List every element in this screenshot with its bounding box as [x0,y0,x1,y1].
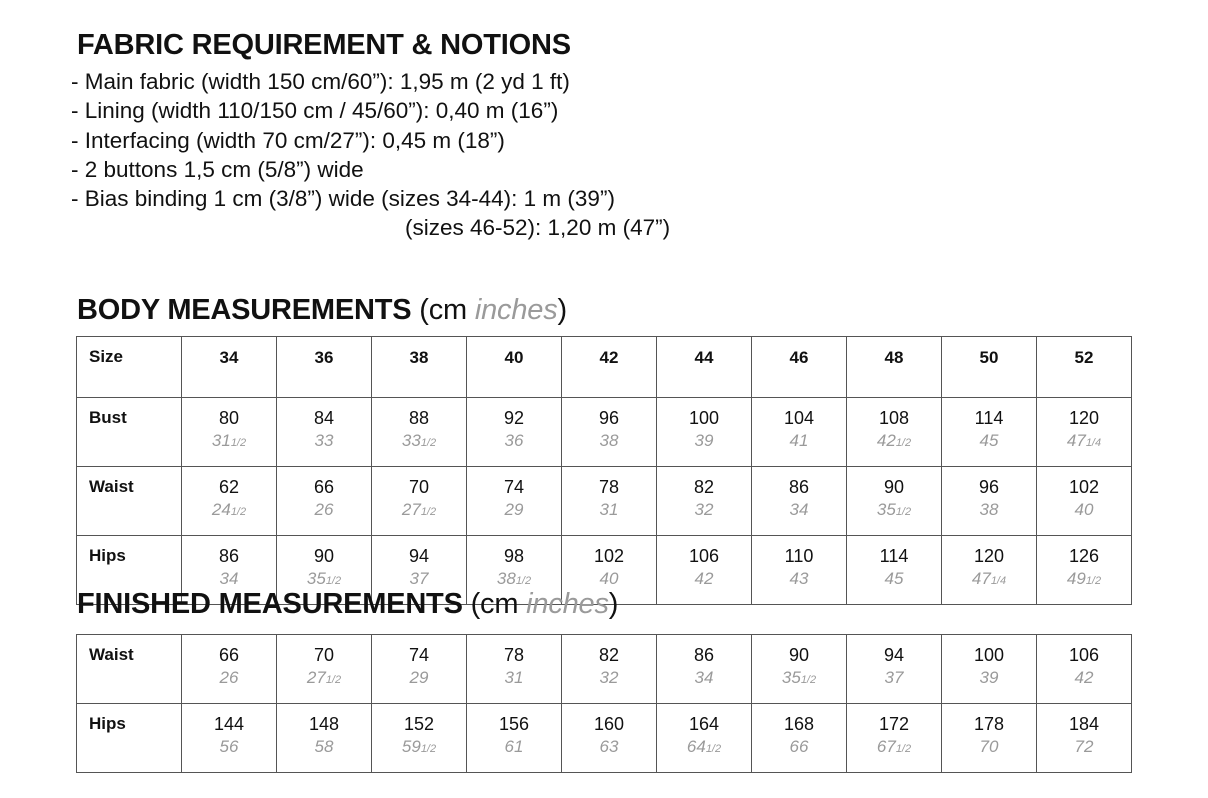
cm-value: 102 [1068,477,1100,497]
cm-value: 106 [688,546,720,566]
inch-whole: 47 [971,568,991,588]
table-row [77,398,1132,467]
measurement-cell [1037,398,1132,467]
inch-value [942,667,1036,688]
cm-value: 74 [408,645,430,665]
inch-value [752,667,846,688]
finished-unit-close: ) [608,588,619,620]
measurement-cell [562,398,657,467]
cm-value: 66 [313,477,335,497]
table-row [77,704,1132,773]
inch-whole: 40 [1074,499,1094,519]
measurement-cell [562,704,657,773]
notion-interfacing: - Interfacing (width 70 cm/27”): 0,45 m (18”) [71,127,505,153]
inch-value [277,667,371,688]
row-label: Waist [77,635,182,704]
inch-value [657,568,751,589]
inch-value [1037,430,1131,451]
inch-value [372,568,466,589]
notions-list [71,67,670,243]
inch-value [277,499,371,520]
inch-whole: 34 [694,667,714,687]
inch-fraction: 1/2 [230,505,247,518]
measurement-cell [182,467,277,536]
cm-value: 104 [783,408,815,428]
inch-whole: 70 [979,736,999,756]
cm-value: 90 [883,477,905,497]
finished-unit-inches: inches [526,588,609,620]
cm-value: 84 [313,408,335,428]
cm-value: 172 [878,714,910,734]
body-measurements-table [76,336,1132,605]
inch-value [277,568,371,589]
measurement-cell [847,398,942,467]
measurement-cell [847,635,942,704]
inch-whole: 37 [884,667,904,687]
inch-value [1037,499,1131,520]
size-value: 34 [182,337,277,398]
size-value: 52 [1037,337,1132,398]
cm-value: 62 [218,477,240,497]
cm-value: 78 [503,645,525,665]
measurement-cell [752,635,847,704]
inch-fraction: 1/2 [515,574,532,587]
inch-fraction: 1/2 [895,505,912,518]
inch-whole: 38 [496,568,516,588]
inch-value [562,736,656,757]
measurement-cell [562,467,657,536]
inch-whole: 31 [211,430,231,450]
cm-value: 96 [978,477,1000,497]
inch-fraction: 1/4 [990,574,1007,587]
inch-value [182,568,276,589]
inch-value [182,430,276,451]
cm-value: 102 [593,546,625,566]
size-value: 40 [467,337,562,398]
cm-value: 90 [313,546,335,566]
inch-whole: 42 [694,568,714,588]
row-label: Hips [77,536,182,605]
measurement-cell [942,467,1037,536]
measurement-cell [277,704,372,773]
inch-whole: 32 [694,499,714,519]
measurement-cell [182,398,277,467]
inch-value [372,499,466,520]
inch-fraction: 1/2 [1085,574,1102,587]
inch-whole: 26 [219,667,239,687]
size-value: 50 [942,337,1037,398]
inch-whole: 41 [789,430,809,450]
inch-value [562,499,656,520]
inch-whole: 31 [599,499,619,519]
fabric-requirements-title: FABRIC REQUIREMENT & NOTIONS [77,29,571,61]
inch-whole: 66 [789,736,809,756]
inch-whole: 47 [1066,430,1086,450]
cm-value: 94 [883,645,905,665]
measurement-cell [752,398,847,467]
inch-whole: 59 [401,736,421,756]
measurement-cell [467,467,562,536]
inch-value [942,736,1036,757]
table-row [77,635,1132,704]
finished-measurements-title [77,590,618,619]
inch-value [372,667,466,688]
inch-fraction: 1/2 [420,742,437,755]
cm-value: 86 [693,645,715,665]
inch-whole: 33 [314,430,334,450]
inch-whole: 27 [401,499,421,519]
notion-buttons: - 2 buttons 1,5 cm (5/8”) wide [71,156,364,182]
cm-value: 92 [503,408,525,428]
inch-whole: 35 [306,568,326,588]
measurement-cell [1037,536,1132,605]
inch-whole: 42 [876,430,896,450]
inch-whole: 37 [409,568,429,588]
cm-value: 88 [408,408,430,428]
inch-whole: 58 [314,736,334,756]
size-value: 36 [277,337,372,398]
inch-value [277,736,371,757]
finished-title-text: FINISHED MEASUREMENTS [77,588,463,620]
cm-value: 70 [313,645,335,665]
inch-fraction: 1/2 [325,673,342,686]
cm-value: 66 [218,645,240,665]
inch-fraction: 1/2 [800,673,817,686]
measurement-cell [277,635,372,704]
inch-value [1037,736,1131,757]
inch-whole: 38 [979,499,999,519]
measurement-cell [657,467,752,536]
cm-value: 152 [403,714,435,734]
cm-value: 156 [498,714,530,734]
measurement-cell [277,398,372,467]
inch-whole: 39 [694,430,714,450]
inch-whole: 72 [1074,736,1094,756]
finished-measurements-table [76,634,1132,773]
size-value: 44 [657,337,752,398]
inch-whole: 29 [409,667,429,687]
inch-value [562,430,656,451]
cm-value: 86 [218,546,240,566]
inch-value [752,568,846,589]
cm-value: 74 [503,477,525,497]
inch-whole: 39 [979,667,999,687]
cm-value: 184 [1068,714,1100,734]
inch-value [372,736,466,757]
inch-whole: 29 [504,499,524,519]
measurement-cell [847,536,942,605]
inch-value [847,430,941,451]
measurement-cell [847,704,942,773]
inch-whole: 56 [219,736,239,756]
cm-value: 100 [688,408,720,428]
cm-value: 70 [408,477,430,497]
inch-value [752,499,846,520]
inch-value [942,430,1036,451]
measurement-cell [372,398,467,467]
cm-value: 80 [218,408,240,428]
measurement-cell [942,635,1037,704]
body-measurements-title [77,296,567,325]
inch-value [182,499,276,520]
body-unit-inches: inches [474,294,558,326]
inch-fraction: 1/2 [895,436,912,449]
measurement-cell [182,635,277,704]
inch-value [467,568,561,589]
measurement-cell [1037,467,1132,536]
cm-value: 108 [878,408,910,428]
size-header-row [77,337,1132,398]
cm-value: 160 [593,714,625,734]
cm-value: 96 [598,408,620,428]
inch-whole: 36 [504,430,524,450]
measurement-cell [752,704,847,773]
notion-bias-binding-large-sizes: (sizes 46-52): 1,20 m (47”) [405,215,671,241]
inch-whole: 45 [979,430,999,450]
inch-whole: 27 [306,667,326,687]
inch-whole: 38 [599,430,619,450]
inch-whole: 35 [876,499,896,519]
inch-value [942,568,1036,589]
inch-value [562,568,656,589]
inch-value [562,667,656,688]
measurement-cell [657,635,752,704]
measurement-cell [467,635,562,704]
cm-value: 90 [788,645,810,665]
inch-fraction: 1/2 [420,505,437,518]
inch-whole: 26 [314,499,334,519]
inch-whole: 33 [401,430,421,450]
body-title-text: BODY MEASUREMENTS [77,294,412,326]
finished-unit-cm: (cm [462,588,527,620]
inch-fraction: 1/4 [1085,436,1102,449]
cm-value: 78 [598,477,620,497]
cm-value: 126 [1068,546,1100,566]
cm-value: 94 [408,546,430,566]
cm-value: 98 [503,546,525,566]
measurement-cell [562,635,657,704]
inch-whole: 40 [599,568,619,588]
inch-whole: 42 [1074,667,1094,687]
size-value: 48 [847,337,942,398]
measurement-cell [847,467,942,536]
inch-whole: 63 [599,736,619,756]
measurement-cell [657,704,752,773]
inch-value [1037,568,1131,589]
cm-value: 114 [879,546,909,566]
measurement-cell [277,467,372,536]
inch-whole: 67 [876,736,896,756]
inch-whole: 35 [781,667,801,687]
measurement-cell [467,704,562,773]
inch-value [847,736,941,757]
size-value: 46 [752,337,847,398]
size-value: 42 [562,337,657,398]
measurement-cell [1037,635,1132,704]
inch-whole: 43 [789,568,809,588]
row-label: Hips [77,704,182,773]
inch-whole: 32 [599,667,619,687]
inch-value [847,667,941,688]
table-row [77,467,1132,536]
cm-value: 86 [788,477,810,497]
inch-value [467,430,561,451]
cm-value: 82 [598,645,620,665]
measurement-cell [657,398,752,467]
inch-value [467,499,561,520]
body-unit-close: ) [557,294,567,326]
size-value: 38 [372,337,467,398]
inch-whole: 31 [504,667,524,687]
measurement-cell [657,536,752,605]
body-unit-cm: (cm [411,294,475,326]
inch-value [942,499,1036,520]
cm-value: 110 [784,546,814,566]
inch-fraction: 1/2 [230,436,247,449]
inch-fraction: 1/2 [420,436,437,449]
inch-value [657,430,751,451]
inch-value [467,667,561,688]
row-label: Waist [77,467,182,536]
inch-value [182,667,276,688]
measurement-cell [942,398,1037,467]
inch-value [847,568,941,589]
measurement-cell [942,704,1037,773]
cm-value: 100 [973,645,1005,665]
inch-whole: 34 [219,568,239,588]
cm-value: 106 [1068,645,1100,665]
measurement-cell [467,398,562,467]
cm-value: 168 [783,714,815,734]
cm-value: 82 [693,477,715,497]
measurement-cell [372,467,467,536]
size-label: Size [77,337,182,398]
inch-whole: 45 [884,568,904,588]
inch-value [847,499,941,520]
inch-fraction: 1/2 [895,742,912,755]
inch-whole: 24 [211,499,231,519]
inch-value [752,736,846,757]
measurement-cell [1037,704,1132,773]
notion-lining: - Lining (width 110/150 cm / 45/60”): 0,40 m (16”) [71,98,559,124]
measurement-cell [752,536,847,605]
inch-whole: 49 [1066,568,1086,588]
inch-whole: 61 [504,736,524,756]
inch-fraction: 1/2 [705,742,722,755]
inch-value [657,499,751,520]
notion-main-fabric: - Main fabric (width 150 cm/60”): 1,95 m (2 yd 1 ft) [71,69,570,94]
cm-value: 164 [688,714,720,734]
inch-fraction: 1/2 [325,574,342,587]
inch-value [182,736,276,757]
inch-whole: 64 [686,736,706,756]
measurement-cell [752,467,847,536]
cm-value: 178 [973,714,1005,734]
inch-value [1037,667,1131,688]
inch-value [752,430,846,451]
cm-value: 144 [213,714,245,734]
measurement-cell [372,635,467,704]
inch-whole: 34 [789,499,809,519]
cm-value: 120 [973,546,1005,566]
inch-value [657,736,751,757]
cm-value: 120 [1068,408,1100,428]
measurement-cell [182,704,277,773]
inch-value [657,667,751,688]
row-label: Bust [77,398,182,467]
cm-value: 114 [974,408,1004,428]
measurement-cell [372,704,467,773]
cm-value: 148 [308,714,340,734]
inch-value [277,430,371,451]
measurement-cell [942,536,1037,605]
notion-bias-binding: - Bias binding 1 cm (3/8”) wide (sizes 34-44): 1 m (39”) [71,186,615,212]
inch-value [372,430,466,451]
inch-value [467,736,561,757]
